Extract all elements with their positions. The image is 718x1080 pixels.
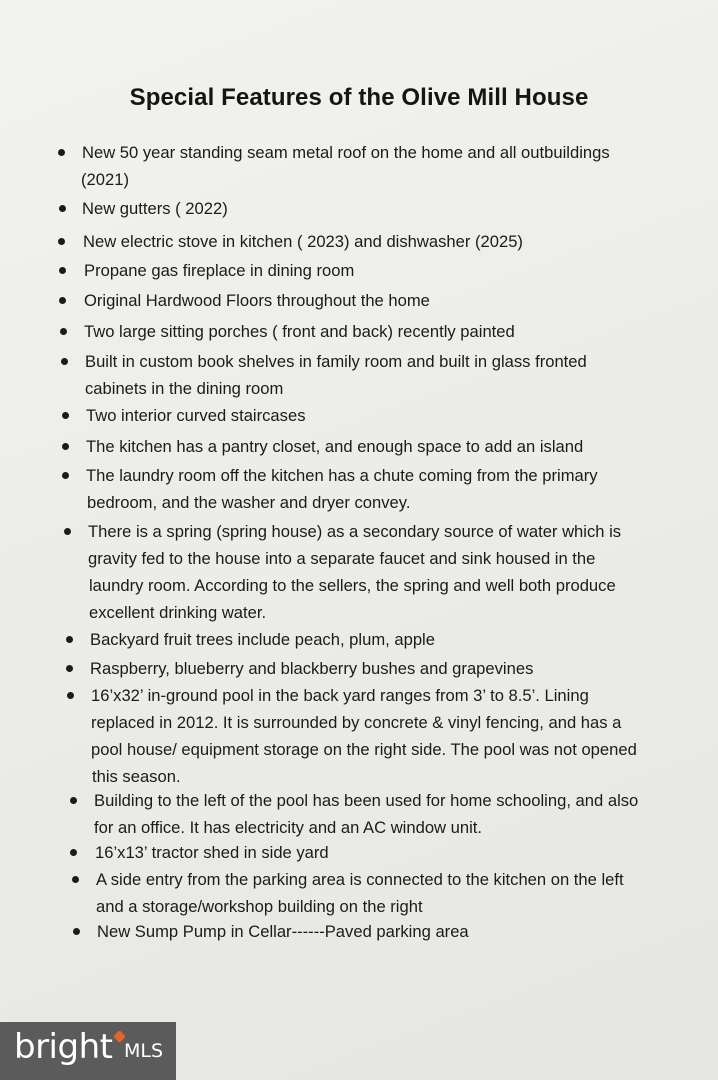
page-title: Special Features of the Olive Mill House (129, 84, 589, 111)
bullet-icon (59, 267, 66, 274)
logo-brand-text: bright (14, 1027, 113, 1067)
feature-item (58, 839, 329, 866)
feature-line: replaced in 2012. It is surrounded by concrete & vinyl fencing, and has a (91, 713, 622, 732)
feature-line: New 50 year standing seam metal roof on the home and all outbuildings (82, 143, 610, 162)
feature-line: New Sump Pump in Cellar------Paved parking area (97, 922, 469, 941)
bullet-icon (60, 328, 67, 335)
bullet-icon (72, 876, 79, 883)
bullet-icon (70, 849, 77, 856)
feature-line: laundry room. According to the sellers, the spring and well both produce (89, 576, 616, 595)
feature-line: The kitchen has a pantry closet, and enough space to add an island (86, 437, 584, 456)
bullet-icon (61, 358, 68, 365)
feature-line: The laundry room off the kitchen has a chute coming from the primary (86, 466, 598, 485)
feature-item (58, 402, 306, 429)
feature-line: Backyard fruit trees include peach, plum, apple (90, 630, 435, 649)
feature-line: 16’x13’ tractor shed in side yard (95, 843, 329, 862)
feature-item (58, 655, 534, 682)
feature-line: bedroom, and the washer and dryer convey. (87, 493, 411, 512)
bullet-icon (62, 412, 69, 419)
feature-line: for an office. It has electricity and an AC window unit. (94, 818, 483, 837)
bullet-icon (58, 149, 65, 156)
bullet-icon (64, 528, 71, 535)
feature-item (58, 228, 523, 255)
feature-line: New gutters ( 2022) (82, 199, 228, 218)
feature-line: Building to the left of the pool has been used for home schooling, and also (94, 791, 639, 810)
feature-line: A side entry from the parking area is connected to the kitchen on the left (96, 870, 624, 889)
feature-item (58, 462, 598, 516)
bullet-icon (59, 297, 66, 304)
bright-mls-logo (0, 1022, 176, 1080)
bullet-icon (62, 472, 69, 479)
feature-item (58, 626, 435, 653)
feature-line: this season. (92, 767, 181, 786)
feature-line: Propane gas fireplace in dining room (84, 261, 355, 280)
bullet-icon (70, 797, 77, 804)
feature-line: pool house/ equipment storage on the right side. The pool was not opened (91, 740, 637, 759)
feature-line: Two interior curved staircases (86, 406, 306, 425)
feature-line: excellent drinking water. (89, 603, 267, 622)
feature-line: Built in custom book shelves in family room and built in glass fronted (85, 352, 587, 371)
feature-line: Raspberry, blueberry and blackberry bushes and grapevines (90, 659, 534, 678)
feature-item (58, 318, 515, 345)
feature-item (58, 257, 355, 284)
feature-item (58, 287, 430, 314)
feature-item (58, 682, 637, 790)
feature-line: New electric stove in kitchen ( 2023) and dishwasher (2025) (83, 232, 523, 251)
feature-line: cabinets in the dining room (85, 379, 284, 398)
bullet-icon (62, 443, 69, 450)
bullet-icon (73, 928, 80, 935)
feature-line: Original Hardwood Floors throughout the home (84, 291, 430, 310)
feature-line: Two large sitting porches ( front and back) recently painted (84, 322, 515, 341)
feature-item (58, 348, 587, 402)
feature-item (58, 139, 610, 193)
feature-line: 16’x32’ in-ground pool in the back yard ranges from 3’ to 8.5’. Lining (91, 686, 589, 705)
feature-item (58, 866, 624, 920)
feature-item (58, 787, 639, 841)
feature-item (58, 433, 584, 460)
bullet-icon (66, 636, 73, 643)
bullet-icon (67, 692, 74, 699)
feature-item (58, 918, 469, 945)
feature-line: (2021) (81, 170, 129, 189)
bullet-icon (58, 238, 65, 245)
bullet-icon (59, 205, 66, 212)
feature-line: gravity fed to the house into a separate faucet and sink housed in the (88, 549, 596, 568)
feature-item (58, 518, 622, 626)
feature-line: and a storage/workshop building on the right (96, 897, 423, 916)
feature-line: There is a spring (spring house) as a secondary source of water which is (88, 522, 622, 541)
bullet-icon (66, 665, 73, 672)
feature-item (58, 195, 228, 222)
logo-suffix-text: MLS (124, 1040, 164, 1062)
